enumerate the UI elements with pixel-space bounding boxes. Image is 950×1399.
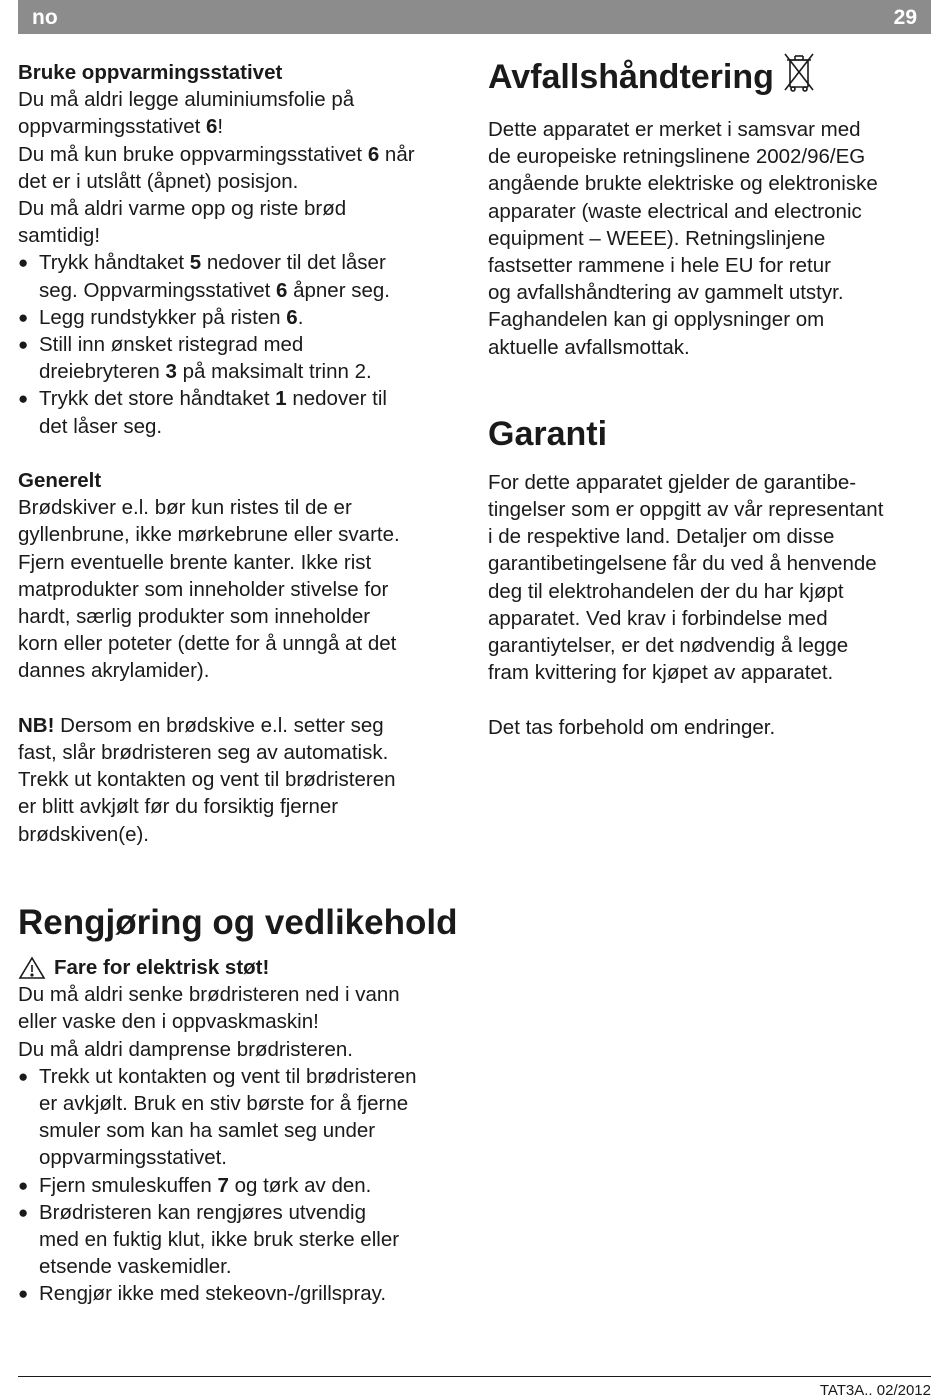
list-item-line: ● Trykk det store håndtaket 1 nedover til bbox=[39, 387, 387, 411]
nb-label: NB! bbox=[18, 713, 55, 737]
electric-shock-warning bbox=[18, 954, 468, 981]
crossed-bin-icon bbox=[782, 52, 816, 94]
text-line: samtidig! bbox=[18, 224, 101, 248]
list-item-line: seg. Oppvarmingsstativet 6 åpner seg. bbox=[39, 278, 390, 302]
text-line: angående brukte elektriske og elektroniske bbox=[488, 172, 878, 196]
text-line: det er i utslått (åpnet) posisjon. bbox=[18, 169, 299, 193]
list-item bbox=[18, 1063, 468, 1172]
text-line: matprodukter som inneholder stivelse for bbox=[18, 577, 389, 601]
page-number: 29 bbox=[893, 6, 917, 29]
text-line: er blitt avkjølt før du forsiktig fjerner bbox=[18, 795, 339, 819]
text-line: Du må aldri varme opp og riste brød bbox=[18, 197, 347, 221]
text-line: gyllenbrune, ikke mørkebrune eller svarte. bbox=[18, 523, 400, 547]
disposal-title: Avfallshåndtering bbox=[488, 58, 774, 96]
list-item-line: smuler som kan ha samlet seg under bbox=[39, 1119, 376, 1143]
list-item-line: ● Trykk håndtaket 5 nedover til det låser bbox=[39, 251, 386, 275]
list-item-line: det låser seg. bbox=[39, 414, 163, 438]
disposal-heading bbox=[488, 52, 933, 102]
heating-rack-text bbox=[18, 86, 468, 249]
text-line: Du må aldri senke brødristeren ned i vann bbox=[18, 983, 400, 1007]
text-line: garantibetingelsene får du ved å henvende bbox=[488, 552, 877, 576]
text-line: garantiytelser, er det nødvendig å legge bbox=[488, 634, 849, 658]
warranty-text bbox=[488, 469, 933, 687]
text-line: Brødskiver e.l. bør kun ristes til de er bbox=[18, 496, 352, 520]
disposal-text bbox=[488, 116, 933, 361]
spacer bbox=[18, 440, 468, 467]
document-code: TAT3A.. 02/2012 bbox=[819, 1382, 931, 1399]
text-line: Du må aldri legge aluminiumsfolie på bbox=[18, 88, 355, 112]
list-item-line: ● Fjern smuleskuffen 7 og tørk av den. bbox=[39, 1173, 372, 1197]
nb-note bbox=[18, 712, 468, 848]
text-line: eller vaske den i oppvaskmaskin! bbox=[18, 1010, 319, 1034]
cleaning-heading: Rengjøring og vedlikehold bbox=[18, 903, 458, 942]
list-item-line: er avkjølt. Bruk en stiv børste for å fjerne bbox=[39, 1092, 409, 1116]
text-line: Du må kun bruke oppvarmingsstativet 6 når bbox=[18, 142, 415, 166]
text-line: oppvarmingsstativet 6! bbox=[18, 115, 224, 139]
list-item-line: etsende vaskemidler. bbox=[39, 1255, 232, 1279]
text-line: fastsetter rammene i hele EU for retur bbox=[488, 254, 831, 278]
warranty-heading: Garanti bbox=[488, 414, 608, 453]
text-line: Du må aldri damprense brødristeren. bbox=[18, 1037, 353, 1061]
right-column bbox=[488, 52, 933, 741]
cleaning-steps bbox=[18, 1063, 468, 1308]
text-line: fram kvittering for kjøpet av apparatet. bbox=[488, 661, 834, 685]
changes-note: Det tas forbehold om endringer. bbox=[488, 715, 776, 739]
list-item bbox=[18, 385, 468, 439]
list-item bbox=[18, 249, 468, 303]
text-line: tingelser som er oppgitt av vår representant bbox=[488, 498, 884, 522]
text-line: Dette apparatet er merket i samsvar med bbox=[488, 118, 861, 141]
text-line: korn eller poteter (dette for å unngå at det bbox=[18, 632, 397, 656]
spacer bbox=[18, 685, 468, 712]
page-header-bar bbox=[18, 0, 931, 34]
text-line: Dersom en brødskive e.l. setter seg bbox=[54, 713, 384, 737]
list-item-line: dreiebryteren 3 på maksimalt trinn 2. bbox=[39, 360, 372, 384]
cleaning-text bbox=[18, 981, 468, 1063]
text-line: i de respektive land. Detaljer om disse bbox=[488, 525, 835, 549]
text-line: equipment – WEEE). Retningslinjene bbox=[488, 226, 826, 250]
language-code: no bbox=[32, 6, 58, 29]
text-line: apparater (waste electrical and electronic bbox=[488, 199, 862, 223]
cleaning-section bbox=[18, 898, 468, 1308]
text-line: dannes akrylamider). bbox=[18, 659, 210, 683]
text-line: brødskiven(e). bbox=[18, 822, 150, 846]
text-line: apparatet. Ved krav i forbindelse med bbox=[488, 606, 828, 630]
list-item bbox=[18, 1172, 468, 1199]
text-line: de europeiske retningslinene 2002/96/EG bbox=[488, 145, 866, 169]
list-item bbox=[18, 1199, 468, 1281]
text-line: deg til elektrohandelen der du har kjøpt bbox=[488, 579, 844, 603]
text-line: Fjern eventuelle brente kanter. Ikke rist bbox=[18, 550, 372, 574]
spacer bbox=[488, 686, 933, 713]
warning-text: Fare for elektrisk støt! bbox=[54, 956, 270, 979]
footer-divider bbox=[18, 1376, 931, 1377]
text-line: og avfallshåndtering av gammelt utstyr. bbox=[488, 281, 844, 305]
text-line: hardt, særlig produkter som inneholder bbox=[18, 605, 371, 629]
general-heading: Generelt bbox=[18, 469, 102, 493]
spacer bbox=[488, 361, 933, 409]
list-item-line: ● Legg rundstykker på risten 6. bbox=[39, 305, 304, 329]
text-line: For dette apparatet gjelder de garantibe- bbox=[488, 470, 857, 494]
list-item-line: med en fuktig klut, ikke bruk sterke eller bbox=[39, 1228, 400, 1252]
spacer bbox=[488, 459, 933, 469]
list-item-line: oppvarmingsstativet. bbox=[39, 1146, 228, 1170]
list-item-line: ● Rengjør ikke med stekeovn-/grillspray. bbox=[39, 1282, 387, 1306]
list-item bbox=[18, 1280, 468, 1307]
nb-first-line bbox=[18, 712, 468, 739]
heating-rack-heading: Bruke oppvarmingsstativet bbox=[18, 61, 283, 84]
general-text bbox=[18, 494, 468, 684]
list-item-line: ● Still inn ønsket ristegrad med bbox=[39, 333, 304, 357]
text-line: Trekk ut kontakten og vent til brødristeren bbox=[18, 768, 396, 792]
spacer bbox=[488, 102, 933, 116]
text-line: aktuelle avfallsmottak. bbox=[488, 335, 690, 359]
list-item bbox=[18, 304, 468, 331]
list-item-line: ● Trekk ut kontakten og vent til brødristeren bbox=[39, 1064, 417, 1088]
list-item-line: ● Brødristeren kan rengjøres utvendig bbox=[39, 1200, 367, 1224]
warning-triangle-icon bbox=[18, 956, 46, 980]
left-column bbox=[18, 59, 468, 848]
list-item bbox=[18, 331, 468, 385]
heating-rack-steps bbox=[18, 249, 468, 439]
text-line: fast, slår brødristeren seg av automatisk. bbox=[18, 741, 389, 765]
text-line: Faghandelen kan gi opplysninger om bbox=[488, 308, 825, 332]
